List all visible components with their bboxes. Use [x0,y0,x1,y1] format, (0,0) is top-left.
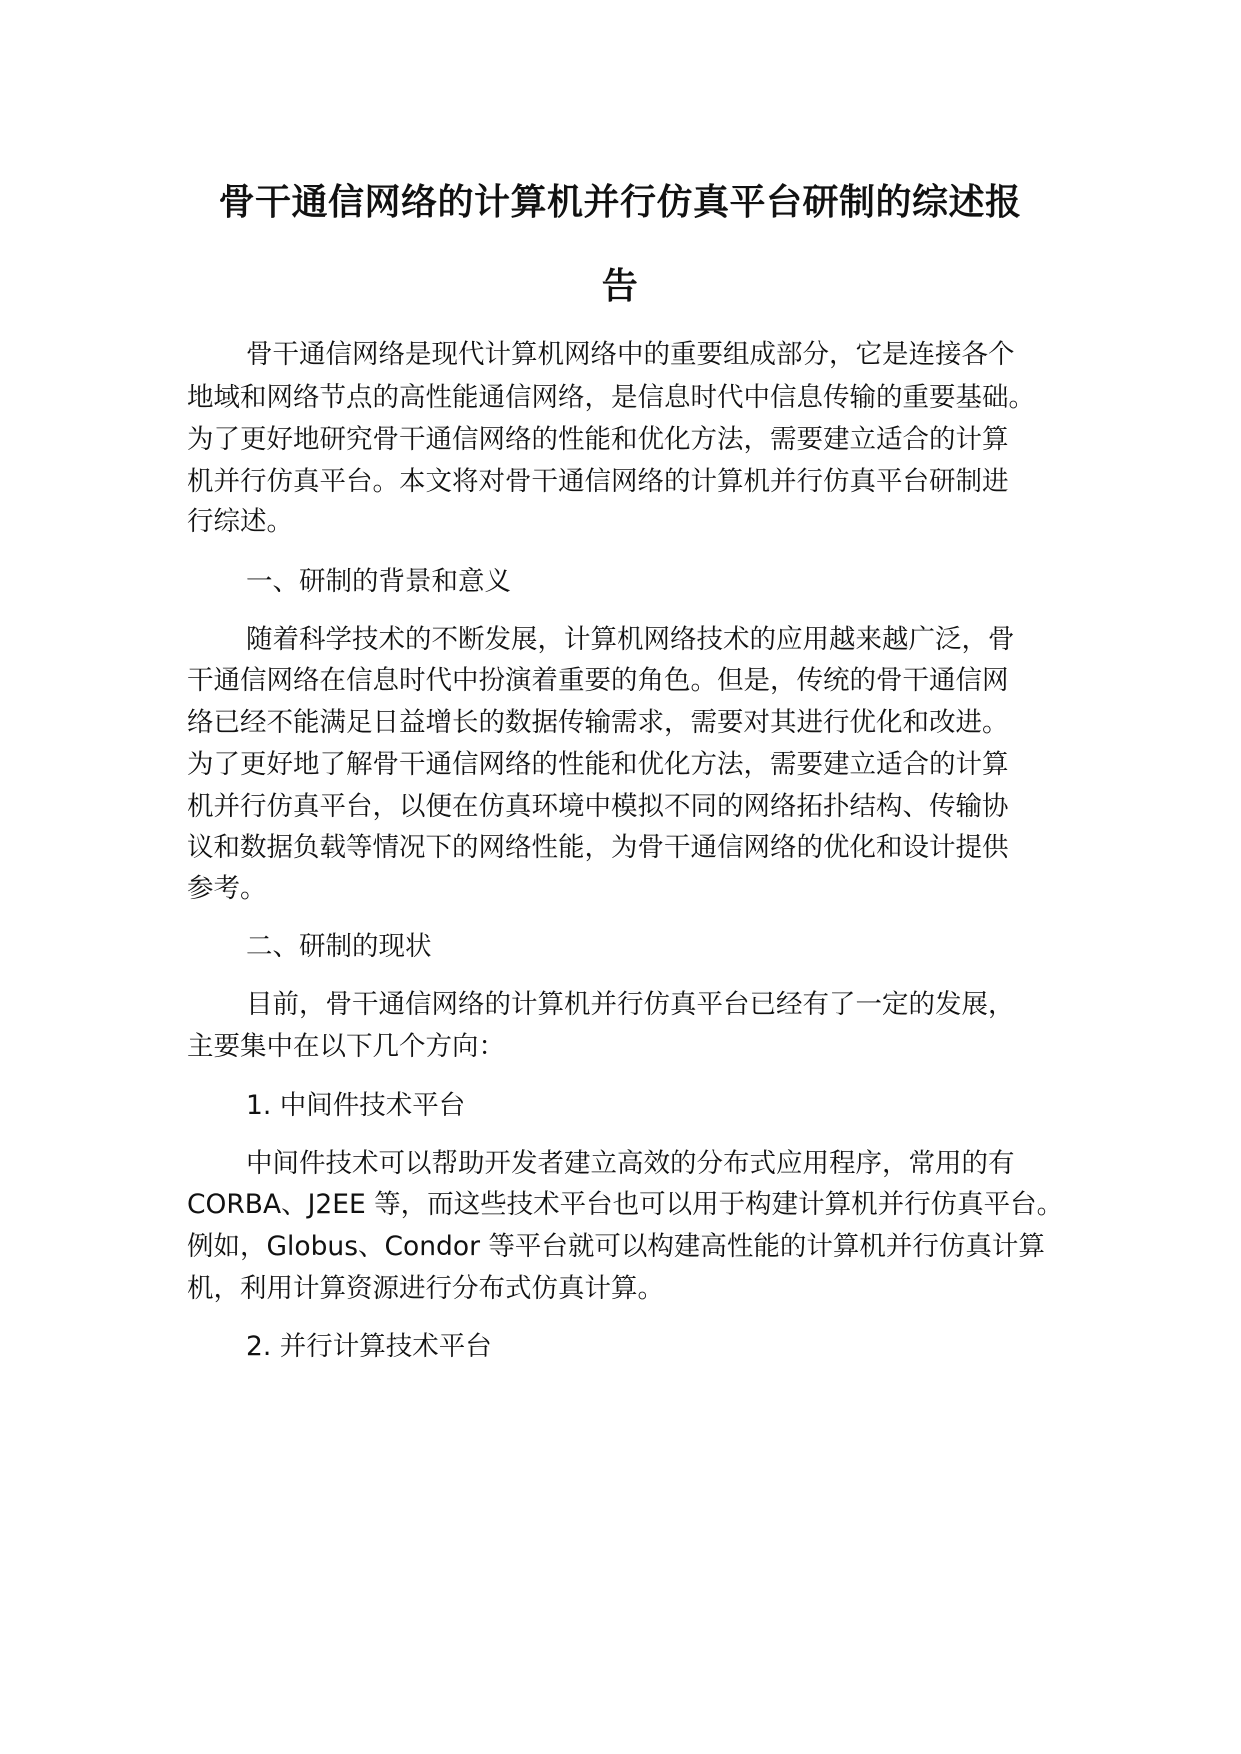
document-title-line-1: 骨干通信网络的计算机并行仿真平台研制的综述报 [218,182,1022,223]
paragraph-line: 络已经不能满足日益增长的数据传输需求，需要对其进行优化和改进。 [187,707,1009,738]
paragraph-line: 为了更好地研究骨干通信网络的性能和优化方法，需要建立适合的计算 [187,424,1009,455]
paragraph-line: 为了更好地了解骨干通信网络的性能和优化方法，需要建立适合的计算 [187,749,1009,780]
paragraph-line: 机，利用计算资源进行分布式仿真计算。 [187,1273,664,1304]
paragraph-line: 中间件技术可以帮助开发者建立高效的分布式应用程序，常用的有 [246,1148,1015,1179]
paragraph-line: CORBA、J2EE 等，而这些技术平台也可以用于构建计算机并行仿真平台。 [187,1189,1064,1220]
paragraph-line: 随着科学技术的不断发展，计算机网络技术的应用越来越广泛，骨 [246,624,1015,655]
paragraph-line: 主要集中在以下几个方向： [187,1031,505,1062]
subsection-heading: 1. 中间件技术平台 [246,1090,466,1121]
document-title-line-2: 告 [601,266,639,307]
paragraph-line: 机并行仿真平台，以便在仿真环境中模拟不同的网络拓扑结构、传输协 [187,791,1009,822]
subsection-heading: 2. 并行计算技术平台 [246,1331,492,1362]
section-heading: 一、研制的背景和意义 [246,566,511,597]
paragraph-line: 地域和网络节点的高性能通信网络，是信息时代中信息传输的重要基础。 [187,382,1035,413]
paragraph-line: 骨干通信网络是现代计算机网络中的重要组成部分，它是连接各个 [246,339,1015,370]
section-heading: 二、研制的现状 [246,931,432,962]
paragraph-line: 参考。 [187,873,267,904]
paragraph-line: 议和数据负载等情况下的网络性能，为骨干通信网络的优化和设计提供 [187,832,1009,863]
paragraph-line: 机并行仿真平台。本文将对骨干通信网络的计算机并行仿真平台研制进 [187,466,1009,497]
paragraph-line: 例如，Globus、Condor 等平台就可以构建高性能的计算机并行仿真计算 [187,1231,1045,1262]
paragraph-line: 行综述。 [187,506,293,537]
paragraph-line: 目前，骨干通信网络的计算机并行仿真平台已经有了一定的发展， [246,989,1015,1020]
paragraph-line: 干通信网络在信息时代中扮演着重要的角色。但是，传统的骨干通信网 [187,665,1009,696]
